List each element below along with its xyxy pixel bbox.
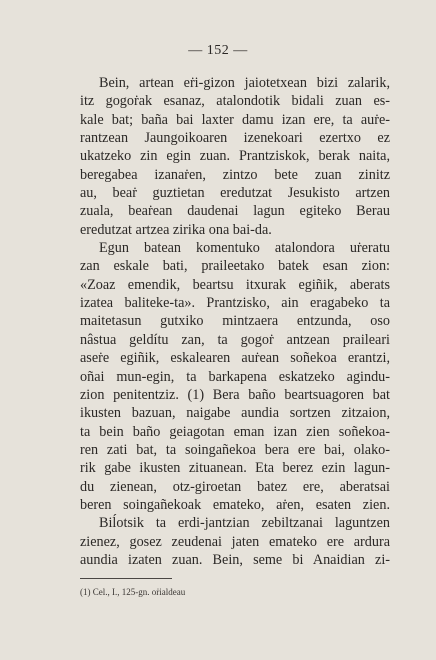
text-line: nâstua geldítu zan, ta gogoṙ antzean praileari [80, 331, 390, 348]
text-line: izatea baliteke-ta». Prantzisko, ain eragabeko ta [80, 295, 390, 312]
footnote: (1) Cel., I., 125-gn. oṙialdeau [80, 587, 186, 597]
text-line: zuala, beaṙean daudenai lagun egiteko Berau [80, 203, 390, 220]
text-line: ikusten bazuan, naigabe aundia sortzen zitzaion, [80, 405, 390, 422]
text-line: oñai mun-egin, ta barkapena eskatzeko agindu- [80, 368, 390, 385]
text-line: maitetasun gutxiko mintzaera entzunda, oso [80, 313, 390, 330]
text-line: Bein, artean eṙi-gizon jaiotetxean bizi zalarik, [99, 75, 390, 91]
text-line: zienez, gosez zeudenai jaten emateko ere ardura [80, 533, 390, 550]
text-line: ukatzeko zin egin zuan. Prantziskok, berak naita, [80, 148, 390, 165]
text-line: aundia izaten zuan. Bein, seme bi Anaidian zi- [80, 551, 390, 568]
text-line: «Zoaz emendik, beartsu itxurak egiñik, aberats [80, 276, 390, 293]
text-line: beregabea izanaṙen, zintzo bete zuan zinitz [80, 166, 390, 183]
text-line: Biĺotsik ta erdi-jantzian zebiltzanai laguntzen [99, 515, 390, 532]
text-line: rik gabe ikusten zituanean. Eta berez ezin lagun- [80, 460, 390, 477]
footnote-divider [80, 578, 172, 579]
text-line: eredutzat artzea zirika ona bai-da. [80, 221, 272, 238]
text-line: zion penitentziz. (1) Bera baño beartsuagoren bat [80, 386, 390, 403]
text-line: du zienean, otz-giroetan batez ere, aberatsai [80, 478, 390, 495]
text-line: kale bat; baña bai laxter damu izan ere, ta auṙe- [80, 111, 390, 128]
text-line: Egun batean komentuko atalondora uṙeratu [99, 240, 390, 257]
text-line: aseṙe egiñik, eskalearen auṙean soñekoa erantzi, [80, 350, 390, 367]
text-line: itz gogoṙak esanaz, atalondotik bidali zuan es- [80, 93, 390, 110]
text-line: beren soingañekoak emateko, aṙen, esaten zien. [80, 496, 390, 513]
text-line: rantzean Jaungoikoaren izenekoari ezertxo ez [80, 130, 390, 147]
text-line: ren zati bat, ta soingañekoa bera ere bai, olako- [80, 441, 390, 458]
text-line: ta bein baño geiagotan eman izan zien soñekoa- [80, 423, 390, 440]
text-line: zan eskale bati, praileetako batek esan zion: [80, 258, 390, 275]
page-number: — 152 — [188, 43, 248, 58]
body-text [80, 74, 390, 569]
text-line: au, beaṙ guztietan eredutzat Jesukisto artzen [80, 185, 390, 202]
